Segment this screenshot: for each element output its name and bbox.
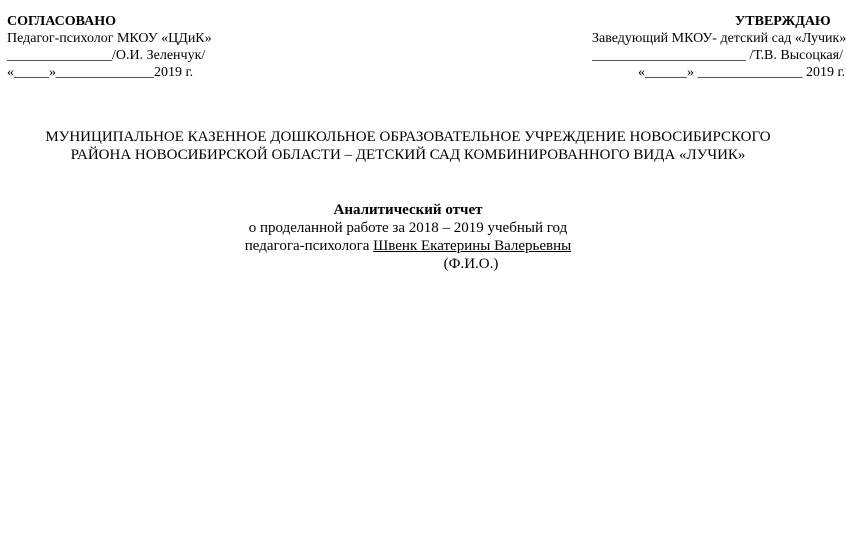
approval-right-date: «______» _______________ 2019 г.	[638, 65, 846, 80]
approval-left-block	[7, 13, 212, 81]
approval-right-block	[592, 13, 846, 81]
approval-right-title: УТВЕРЖДАЮ	[735, 14, 831, 29]
approval-right-signature: ______________________ /Т.В. Высоцкая/	[592, 48, 843, 63]
organization-line-2: РАЙОНА НОВОСИБИРСКОЙ ОБЛАСТИ – ДЕТСКИЙ САД КОМБИНИРОВАННОГО ВИДА «ЛУЧИК»	[70, 147, 746, 163]
report-period: о проделанной работе за 2018 – 2019 учебный год	[248, 220, 568, 236]
organization-heading	[0, 128, 816, 164]
approval-left-signature: _______________/О.И. Зеленчук/	[7, 48, 206, 63]
report-title: Аналитический отчет	[333, 202, 483, 218]
approval-left-position: Педагог-психолог МКОУ «ЦДиК»	[7, 31, 212, 46]
approval-right-position: Заведующий МКОУ- детский сад «Лучик»	[592, 31, 846, 46]
report-heading	[0, 201, 816, 273]
report-author-line	[0, 237, 816, 255]
organization-line-1: МУНИЦИПАЛЬНОЕ КАЗЕННОЕ ДОШКОЛЬНОЕ ОБРАЗОВАТЕЛЬНОЕ УЧРЕЖДЕНИЕ НОВОСИБИРСКОГО	[45, 129, 771, 145]
approval-left-date: «_____»______________2019 г.	[7, 65, 194, 80]
report-author-name: Швенк Екатерины Валерьевны	[373, 238, 572, 254]
approval-left-title: СОГЛАСОВАНО	[7, 14, 116, 29]
report-author-prefix: педагога-психолога	[244, 238, 374, 254]
report-fio-label: (Ф.И.О.)	[443, 256, 499, 272]
